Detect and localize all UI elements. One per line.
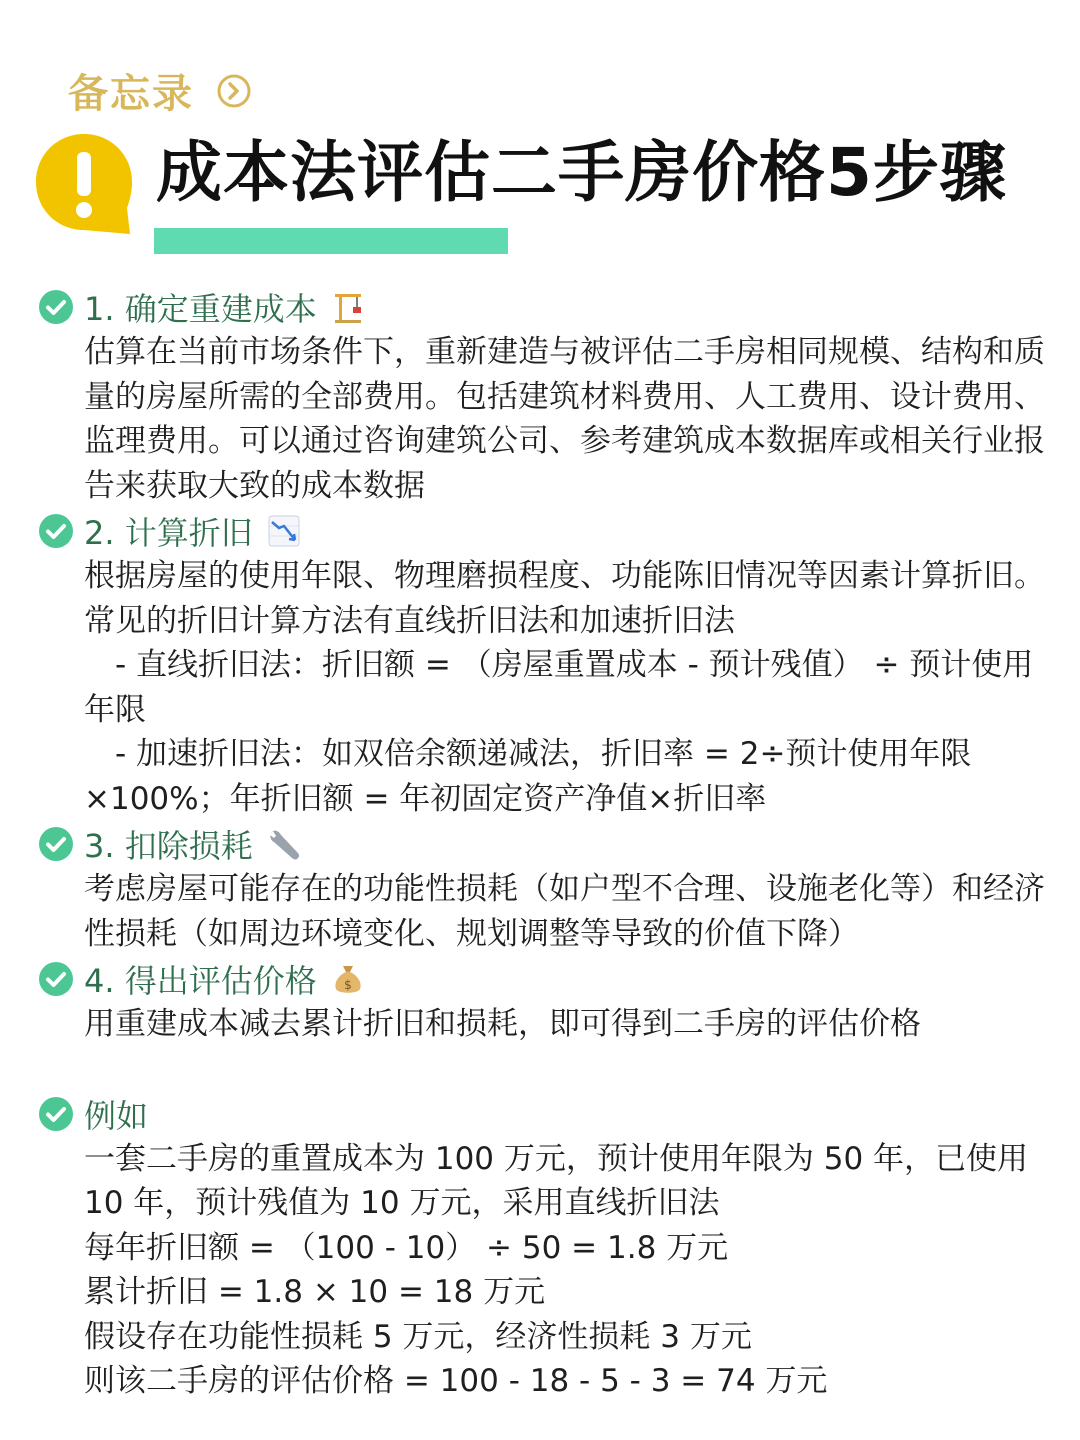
section-spacer: [38, 1047, 1058, 1091]
step-4-body: [84, 1002, 1058, 1047]
step-4-paragraph: 用重建成本减去累计折旧和损耗，即可得到二手房的评估价格: [84, 1006, 921, 1042]
step-2-accelerated-method: - 加速折旧法：如双倍余额递减法，折旧率 = 2÷预计使用年限×100%；年折旧额 = 年初固定资产净值×折旧率: [84, 736, 972, 817]
check-circle-icon: [38, 961, 74, 997]
step-2-paragraph: 根据房屋的使用年限、物理磨损程度、功能陈旧情况等因素计算折旧。常见的折旧计算方法有直线折旧法和加速折旧法: [84, 558, 1045, 639]
construction-crane-icon: [331, 290, 365, 324]
svg-text:$: $: [343, 978, 352, 992]
step-3-heading: [38, 821, 1058, 867]
example-paragraph: 则该二手房的评估价格 = 100 - 18 - 5 - 3 = 74 万元: [84, 1363, 828, 1399]
exclamation-bubble-icon: [34, 130, 134, 240]
example-body: [84, 1137, 1058, 1404]
step-4: [38, 956, 1058, 1047]
title-highlight-bar: [154, 228, 508, 254]
memo-app-label: 备忘录: [68, 71, 194, 117]
step-1-paragraph: 估算在当前市场条件下，重新建造与被评估二手房相同规模、结构和质量的房屋所需的全部费用。包括建筑材料费用、人工费用、设计费用、监理费用。可以通过咨询建筑公司、参考建筑成本数据库或相关行业报告来获取大致的成本数据: [84, 334, 1045, 504]
check-circle-icon: [38, 289, 74, 325]
step-3-title: 3. 扣除损耗: [84, 827, 253, 865]
step-4-title: 4. 得出评估价格: [84, 962, 317, 1000]
step-2-straight-line-method: - 直线折旧法：折旧额 = （房屋重置成本 - 预计残值） ÷ 预计使用年限: [84, 647, 1034, 728]
step-1-title: 1. 确定重建成本: [84, 290, 317, 328]
memo-content: [38, 284, 1058, 1404]
money-bag-icon: [331, 962, 365, 996]
example-paragraph: 每年折旧额 = （100 - 10） ÷ 50 = 1.8 万元: [84, 1229, 729, 1266]
step-2-body: [84, 554, 1058, 821]
step-3-paragraph: 考虑房屋可能存在的功能性损耗（如户型不合理、设施老化等）和经济性损耗（如周边环境变化、规划调整等导致的价值下降）: [84, 871, 1045, 952]
chevron-right-circle-icon[interactable]: [216, 73, 252, 109]
example-section: [38, 1091, 1058, 1404]
step-3: [38, 821, 1058, 956]
check-circle-icon: [38, 1096, 74, 1132]
memo-header[interactable]: [68, 62, 252, 119]
chart-decreasing-icon: [267, 514, 301, 548]
step-1-heading: [38, 284, 1058, 330]
example-heading: [38, 1091, 1058, 1137]
wrench-icon: [267, 827, 301, 861]
step-1-body: [84, 330, 1058, 508]
page-title: 成本法评估二手房价格5步骤: [156, 134, 1007, 211]
step-2-heading: [38, 508, 1058, 554]
step-3-body: [84, 867, 1058, 956]
check-circle-icon: [38, 826, 74, 862]
step-4-heading: [38, 956, 1058, 1002]
example-title: 例如: [84, 1096, 149, 1135]
step-1: [38, 284, 1058, 508]
example-paragraph: 累计折旧 = 1.8 × 10 = 18 万元: [84, 1274, 546, 1310]
step-2: [38, 508, 1058, 821]
check-circle-icon: [38, 513, 74, 549]
example-paragraph: 假设存在功能性损耗 5 万元，经济性损耗 3 万元: [84, 1318, 752, 1355]
step-2-title: 2. 计算折旧: [84, 514, 253, 552]
example-paragraph: 一套二手房的重置成本为 100 万元，预计使用年限为 50 年，已使用 10 年，预计残值为 10 万元，采用直线折旧法: [84, 1140, 1029, 1221]
